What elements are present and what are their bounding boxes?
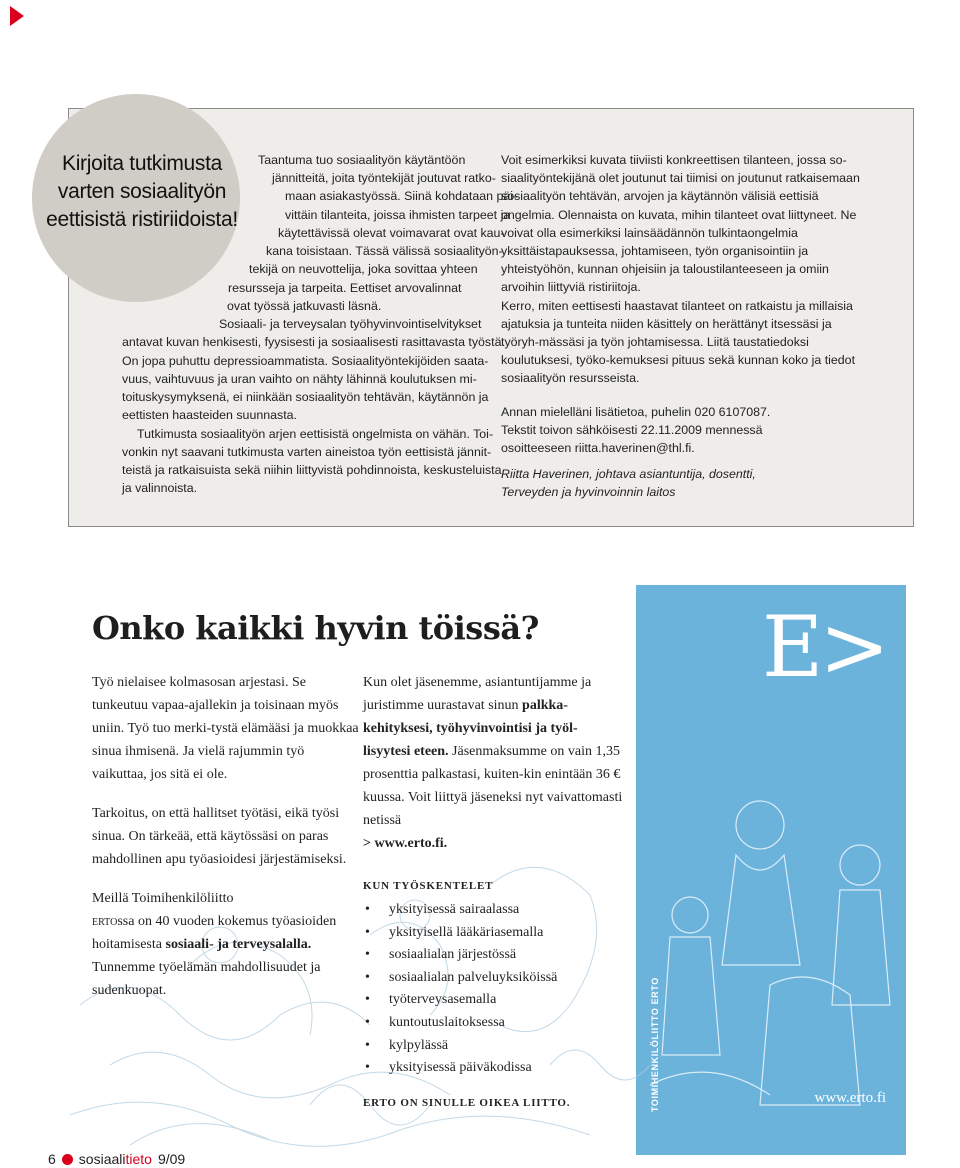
- contact-email[interactable]: osoitteeseen riitta.haverinen@thl.fi.: [501, 441, 695, 456]
- list-item: • yksityisessä sairaalassa: [363, 899, 623, 922]
- text-line: antavat kuvan henkisesti, fyysisesti ja sosiaalisesti rasittavasta työstä.: [122, 335, 505, 349]
- page-number: 6: [48, 1151, 56, 1167]
- text-line: ovat työssä jatkuvasti läsnä.: [227, 299, 382, 313]
- paragraph: Meillä Toimihenkilöliitto ertossa on 40 vuoden kokemus työasioiden hoitamisesta sosiaali- ja terveysalalla. Tunnemme työelämän mahdollisuudet ja sudenkuopat.: [92, 891, 337, 998]
- text-line: kana toisistaan. Tässä välissä sosiaalityön-: [266, 244, 503, 258]
- red-dot-icon: [62, 1154, 73, 1165]
- paragraph: Työ nielaisee kolmasosan arjestasi. Se tunkeutuu vapaa-ajallekin ja toisinaan myös uniin. Työ tuo merki-tystä elämääsi ja muokkaa sinua ihmisenä. Ja vielä rajummin työ vaikuttaa, jos sitä ei ole.: [92, 675, 359, 782]
- magazine-name: sosiaalitieto: [78, 1151, 152, 1167]
- workplaces-list: [363, 899, 623, 1080]
- signature-line: Terveyden ja hyvinvoinnin laitos: [501, 485, 676, 500]
- list-item: • kuntoutuslaitoksessa: [363, 1012, 623, 1035]
- paragraph: Kerro, miten eettisesti haastavat tilanteet on ratkaistu ja millaisia ajatuksia ja tunteita niiden käsittely on herättänyt itsessäsi ja työryh-mässäsi ja työn johtamisessa. Liitä taustatiedoksi koulutuksesi, työko-kemuksesi pituus sekä kunnan koko ja tiedot sosiaalityön resursseista.: [501, 298, 856, 386]
- paragraph: Tarkoitus, on että hallitset työtäsi, eikä työsi sinua. On tärkeää, että käytössäsi on paras mahdollinen apu työasioidesi järjestämiseksi.: [92, 806, 347, 867]
- text-line: Tutkimusta sosiaalityön arjen eettisistä ongelmista on vähän. Toi-: [137, 427, 494, 441]
- list-item: • yksityisessä päiväkodissa: [363, 1057, 623, 1080]
- text-line: jännitteitä, joita työntekijät joutuvat ratko-: [272, 171, 496, 185]
- text-line: Taantuma tuo sosiaalityön käytäntöön: [258, 153, 466, 167]
- corner-arrow-icon: [10, 6, 24, 26]
- text-line: tekijä on neuvottelija, joka sovittaa yhteen: [249, 262, 478, 276]
- text-line: käytettävissä olevat voimavarat ovat kau-: [278, 226, 505, 240]
- contact-line: Tekstit toivon sähköisesti 22.11.2009 mennessä: [501, 422, 763, 437]
- text-line: teistä ja ratkaisuista sekä niihin liittyvistä pohdinnoista, keskusteluista: [122, 463, 502, 477]
- vertical-credit: TOIMIHENKILÖLIITTO ERTO: [650, 977, 660, 1112]
- paragraph: Kun olet jäsenemme, asiantuntijamme ja juristimme uurastavat sinun palkka-kehityksesi, työhyvinvointisi ja työl-lisyytesi eteen. Jäsenmaksumme on vain 1,35 prosenttia palkastasi, kuiten-kin enintään 36 € kuussa. Voit liittyä jäseneksi nyt vaivattomasti netissä: [363, 675, 623, 828]
- erto-advertisement: [70, 585, 906, 1155]
- text-line: maan asiakastyössä. Siinä kohdataan päi-: [285, 189, 518, 203]
- text-line: vonkin nyt saavani tutkimusta varten aineistoa työn eettisistä jännit-: [122, 445, 492, 459]
- article-right-column: [501, 151, 871, 502]
- text-line: toituskysymyksenä, ei niinkään sosiaalityön tehtävän, käytännön ja: [122, 390, 489, 404]
- text-line: vittäin tilanteita, joissa ihmisten tarpeet ja: [285, 208, 511, 222]
- issue-number: 9/09: [157, 1151, 186, 1167]
- ad-heading: Onko kaikki hyvin töissä?: [92, 609, 539, 647]
- workplaces-title: KUN TYÖSKENTELET: [363, 880, 494, 892]
- text-line: resursseja ja tarpeita. Eettiset arvovalinnat: [228, 281, 462, 295]
- contact-line: Annan mielelläni lisätietoa, puhelin 020 6107087.: [501, 404, 771, 419]
- text-line: vuus, vaihtuvuus ja uran vaihto on nähty lähinnä koulutuksen mi-: [122, 372, 477, 386]
- list-item: • yksityisellä lääkäriasemalla: [363, 922, 623, 945]
- erto-link[interactable]: > www.erto.fi.: [363, 836, 448, 851]
- website-link[interactable]: www.erto.fi: [814, 1090, 886, 1106]
- list-item: • sosiaalialan palveluyksiköissä: [363, 967, 623, 990]
- erto-logo: E>: [762, 598, 886, 696]
- article-title: Kirjoita tutkimusta varten sosiaalityön eettisistä ristiriidoista!: [46, 152, 238, 231]
- ad-left-column: [92, 671, 362, 1002]
- ad-right-column: [363, 671, 623, 1115]
- paragraph: Voit esimerkiksi kuvata tiiviisti konkreettisen tilanteen, jossa so-siaalityöntekijänä olet joutunut tai tiimisi on joutunut ratkaisemaan sosiaalityön tehtävän, arvojen ja käytännön välisiä eettisiä ongelmia. Olennaista on kuvata, mihin tilanteet ovat liittyneet. Ne voivat olla esimerkiksi lainsäädännön tulkintaongelmia yksittäistapauksessa, johtamiseen, työn organisointiin ja yhteistyöhön, kunnan ohjeisiin ja taloustilanteeseen ja omiin arvoihin liittyviä ristiriitoja.: [501, 153, 860, 295]
- signature-line: Riitta Haverinen, johtava asiantuntija, dosentti,: [501, 467, 756, 482]
- text-line: eettisten haasteiden suunnasta.: [122, 408, 297, 422]
- text-line: ja valinnoista.: [122, 481, 198, 495]
- list-item: • sosiaalialan järjestössä: [363, 944, 623, 967]
- list-item: • työterveysasemalla: [363, 989, 623, 1012]
- slogan: ERTO ON SINULLE OIKEA LIITTO.: [363, 1096, 571, 1109]
- list-item: • kylpylässä: [363, 1035, 623, 1058]
- page-footer: [48, 1151, 185, 1167]
- text-line: On jopa puhuttu depressioammatista. Sosiaalityöntekijöiden saata-: [122, 354, 489, 368]
- text-line: Sosiaali- ja terveysalan työhyvinvointiselvitykset: [219, 317, 482, 331]
